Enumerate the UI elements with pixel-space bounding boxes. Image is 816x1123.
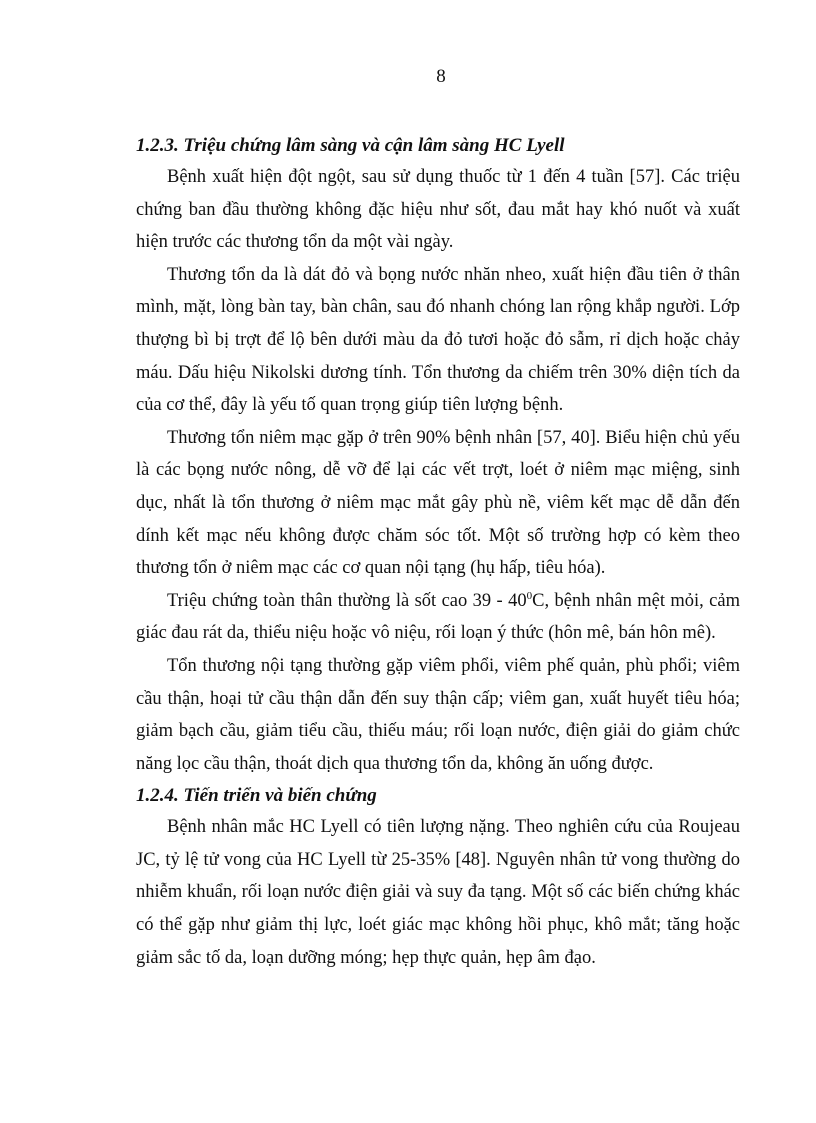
paragraph: Bệnh nhân mắc HC Lyell có tiên lượng nặng. Theo nghiên cứu của Roujeau JC, tỷ lệ tử vong của HC Lyell từ 25-35% [48]. Nguyên nhân tử vong thường do nhiễm khuẩn, rối loạn nước điện giải và suy đa tạng. Một số các biến chứng khác có thể gặp như giảm thị lực, loét giác mạc không hồi phục, khô mắt; tăng hoặc giảm sắc tố da, loạn dưỡng móng; hẹp thực quản, hẹp âm đạo.	[136, 817, 740, 968]
paragraph-text: C, bệnh nhân mệt mỏi, cảm giác đau rát da, thiểu niệu hoặc vô niệu, rối loạn ý thức (hôn mê, bán hôn mê).	[136, 590, 740, 644]
paragraph: Thương tổn niêm mạc gặp ở trên 90% bệnh nhân [57, 40]. Biểu hiện chủ yếu là các bọng nước nông, dễ vỡ để lại các vết trợt, loét ở niêm mạc miệng, sinh dục, nhất là tổn thương ở niêm mạc mắt gây phù nề, viêm kết mạc dễ dẫn đến dính kết mạc nếu không được chăm sóc tốt. Một số trường hợp có kèm theo thương tổn ở niêm mạc các cơ quan nội tạng (hụ hấp, tiêu hóa).	[136, 427, 740, 579]
document-body	[136, 130, 740, 974]
paragraph-text: Triệu chứng toàn thân thường là sốt cao 39 - 40	[167, 590, 527, 611]
paragraph: Tổn thương nội tạng thường gặp viêm phổi, viêm phế quản, phù phổi; viêm cầu thận, hoại tử cầu thận dẫn đến suy thận cấp; viêm gan, xuất huyết tiêu hóa; giảm bạch cầu, giảm tiểu cầu, thiếu máu; rối loạn nước, điện giải do giảm chức năng lọc cầu thận, thoát dịch qua thương tổn da, không ăn uống được.	[136, 655, 740, 774]
paragraph: Bệnh xuất hiện đột ngột, sau sử dụng thuốc từ 1 đến 4 tuần [57]. Các triệu chứng ban đầu thường không đặc hiệu như sốt, đau mắt hay khó nuốt và xuất hiện trước các thương tổn da một vài ngày.	[136, 167, 740, 253]
section-heading: 1.2.3. Triệu chứng lâm sàng và cận lâm sàng HC Lyell	[136, 135, 565, 156]
page-number: 8	[436, 66, 446, 87]
paragraph: Thương tổn da là dát đỏ và bọng nước nhăn nheo, xuất hiện đầu tiên ở thân mình, mặt, lòng bàn tay, bàn chân, sau đó nhanh chóng lan rộng khắp người. Lớp thượng bì bị trợt để lộ bên dưới màu da đỏ tươi hoặc đỏ sẫm, rỉ dịch hoặc chảy máu. Dấu hiệu Nikolski dương tính. Tổn thương da chiếm trên 30% diện tích da của cơ thể, đây là yếu tố quan trọng giúp tiên lượng bệnh.	[136, 264, 740, 416]
section-heading: 1.2.4. Tiến triển và biến chứng	[136, 785, 377, 807]
superscript-degree: 0	[526, 589, 533, 602]
paragraph	[136, 585, 740, 650]
